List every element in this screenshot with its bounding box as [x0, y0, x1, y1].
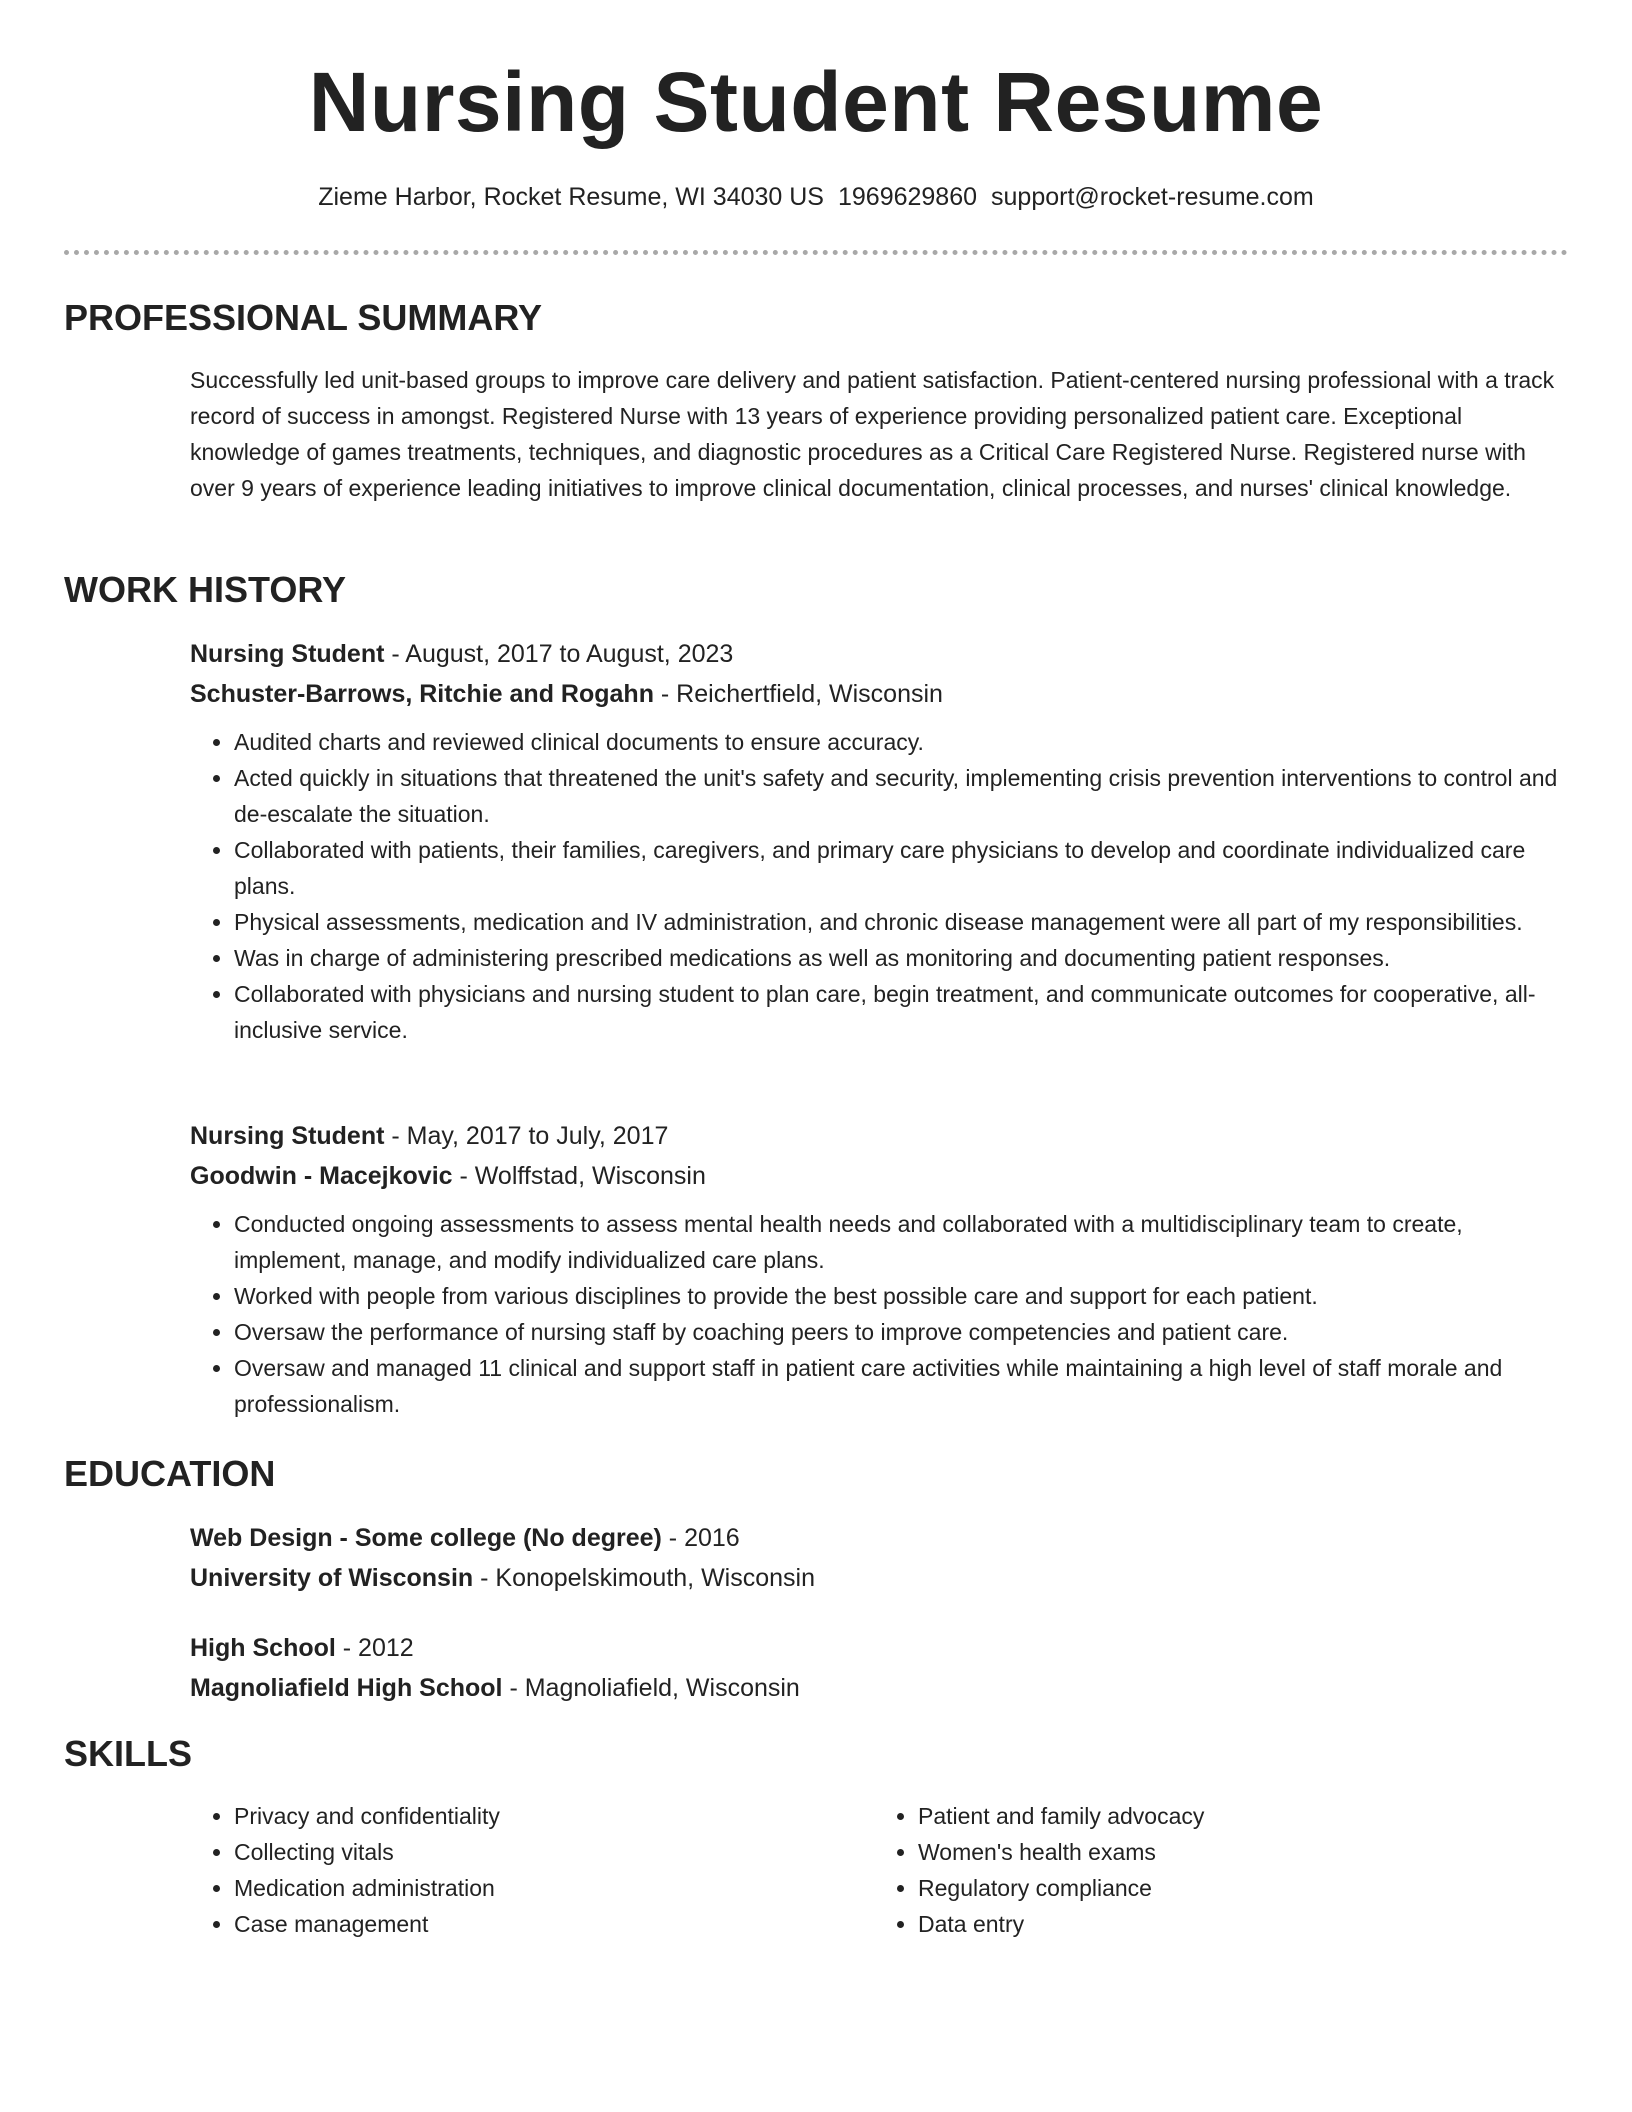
list-item: • Oversaw the performance of nursing staff by coaching peers to improve competencies and patient care. [234, 1314, 1570, 1350]
school-name: Magnoliafield High School [190, 1674, 503, 1702]
job-company: Goodwin - Macejkovic [190, 1162, 453, 1190]
school-line [190, 1668, 1570, 1708]
work-history-heading: WORK HISTORY [64, 569, 347, 610]
contact-address: Zieme Harbor, Rocket Resume, WI 34030 US [318, 183, 824, 211]
summary-text: Successfully led unit-based groups to improve care delivery and patient satisfaction. Patient-centered nursing professional with a track record of success in amongst. Registered Nurse with 13 years of experience providing personalized patient care. Exceptional knowledge of games treatments, techniques, and diagnostic procedures as a Critical Care Registered Nurse. Registered nurse with over 9 years of experience leading initiatives to improve clinical documentation, clinical processes, and nurses' clinical knowledge. [190, 367, 1555, 501]
contact-line [0, 180, 1632, 214]
skill-item: • Patient and family advocacy [918, 1798, 1558, 1834]
job-location: - Reichertfield, Wisconsin [653, 680, 943, 708]
job-company-line [190, 674, 1570, 714]
contact-email: support@rocket-resume.com [991, 183, 1314, 211]
list-item: • Acted quickly in situations that threatened the unit's safety and security, implementing crisis prevention interventions to control and de-escalate the situation. [234, 760, 1570, 832]
job-title-line [190, 634, 1570, 674]
list-item: • Worked with people from various disciplines to provide the best possible care and support for each patient. [234, 1278, 1570, 1314]
skill-item: • Data entry [918, 1906, 1558, 1942]
degree-year: - 2012 [335, 1634, 414, 1662]
skill-item: • Medication administration [234, 1870, 874, 1906]
contact-phone: 1969629860 [837, 183, 978, 211]
job-dates: - August, 2017 to August, 2023 [384, 640, 734, 668]
list-item: • Collaborated with patients, their families, caregivers, and primary care physicians to develop and coordinate individualized care plans. [234, 832, 1570, 904]
list-item: • Conducted ongoing assessments to assess mental health needs and collaborated with a multidisciplinary team to create, implement, manage, and modify individualized care plans. [234, 1206, 1570, 1278]
degree-line [190, 1518, 1570, 1558]
education-heading: EDUCATION [64, 1453, 276, 1494]
skills-column-left [190, 1798, 874, 1942]
education-entry [190, 1628, 1570, 1708]
job-bullets [190, 1206, 1570, 1422]
degree-name: Web Design - Some college (No degree) [190, 1524, 662, 1552]
job-dates: - May, 2017 to July, 2017 [384, 1122, 669, 1150]
skills-column-right [874, 1798, 1558, 1942]
degree-line [190, 1628, 1570, 1668]
job-title-line [190, 1116, 1570, 1156]
skills-section [190, 1798, 1570, 1942]
list-item: • Oversaw and managed 11 clinical and support staff in patient care activities while maintaining a high level of staff morale and professionalism. [234, 1350, 1570, 1422]
job-role: Nursing Student [190, 1122, 385, 1150]
degree-year: - 2016 [661, 1524, 740, 1552]
job-company: Schuster-Barrows, Ritchie and Rogahn [190, 680, 654, 708]
education-entry [190, 1518, 1570, 1598]
job-role: Nursing Student [190, 640, 385, 668]
summary-section [190, 362, 1570, 506]
job-location: - Wolffstad, Wisconsin [452, 1162, 706, 1190]
list-item: • Collaborated with physicians and nursing student to plan care, begin treatment, and communicate outcomes for cooperative, all-inclusive service. [234, 976, 1570, 1048]
skill-item: • Case management [234, 1906, 874, 1942]
list-item: • Physical assessments, medication and IV administration, and chronic disease management were all part of my responsibilities. [234, 904, 1570, 940]
job-entry [190, 634, 1570, 1048]
header-divider [64, 250, 1568, 255]
skill-item: • Regulatory compliance [918, 1870, 1558, 1906]
degree-name: High School [190, 1634, 336, 1662]
job-bullets [190, 724, 1570, 1048]
job-entry [190, 1116, 1570, 1422]
school-location: - Magnoliafield, Wisconsin [502, 1674, 800, 1702]
skill-item: • Women's health exams [918, 1834, 1558, 1870]
skill-item: • Collecting vitals [234, 1834, 874, 1870]
skills-heading: SKILLS [64, 1733, 193, 1774]
school-location: - Konopelskimouth, Wisconsin [473, 1564, 815, 1592]
school-line [190, 1558, 1570, 1598]
resume-title: Nursing Student Resume [308, 55, 1324, 149]
list-item: • Audited charts and reviewed clinical documents to ensure accuracy. [234, 724, 1570, 760]
school-name: University of Wisconsin [190, 1564, 474, 1592]
summary-heading: PROFESSIONAL SUMMARY [64, 297, 543, 338]
skill-item: • Privacy and confidentiality [234, 1798, 874, 1834]
list-item: • Was in charge of administering prescribed medications as well as monitoring and documenting patient responses. [234, 940, 1570, 976]
job-company-line [190, 1156, 1570, 1196]
